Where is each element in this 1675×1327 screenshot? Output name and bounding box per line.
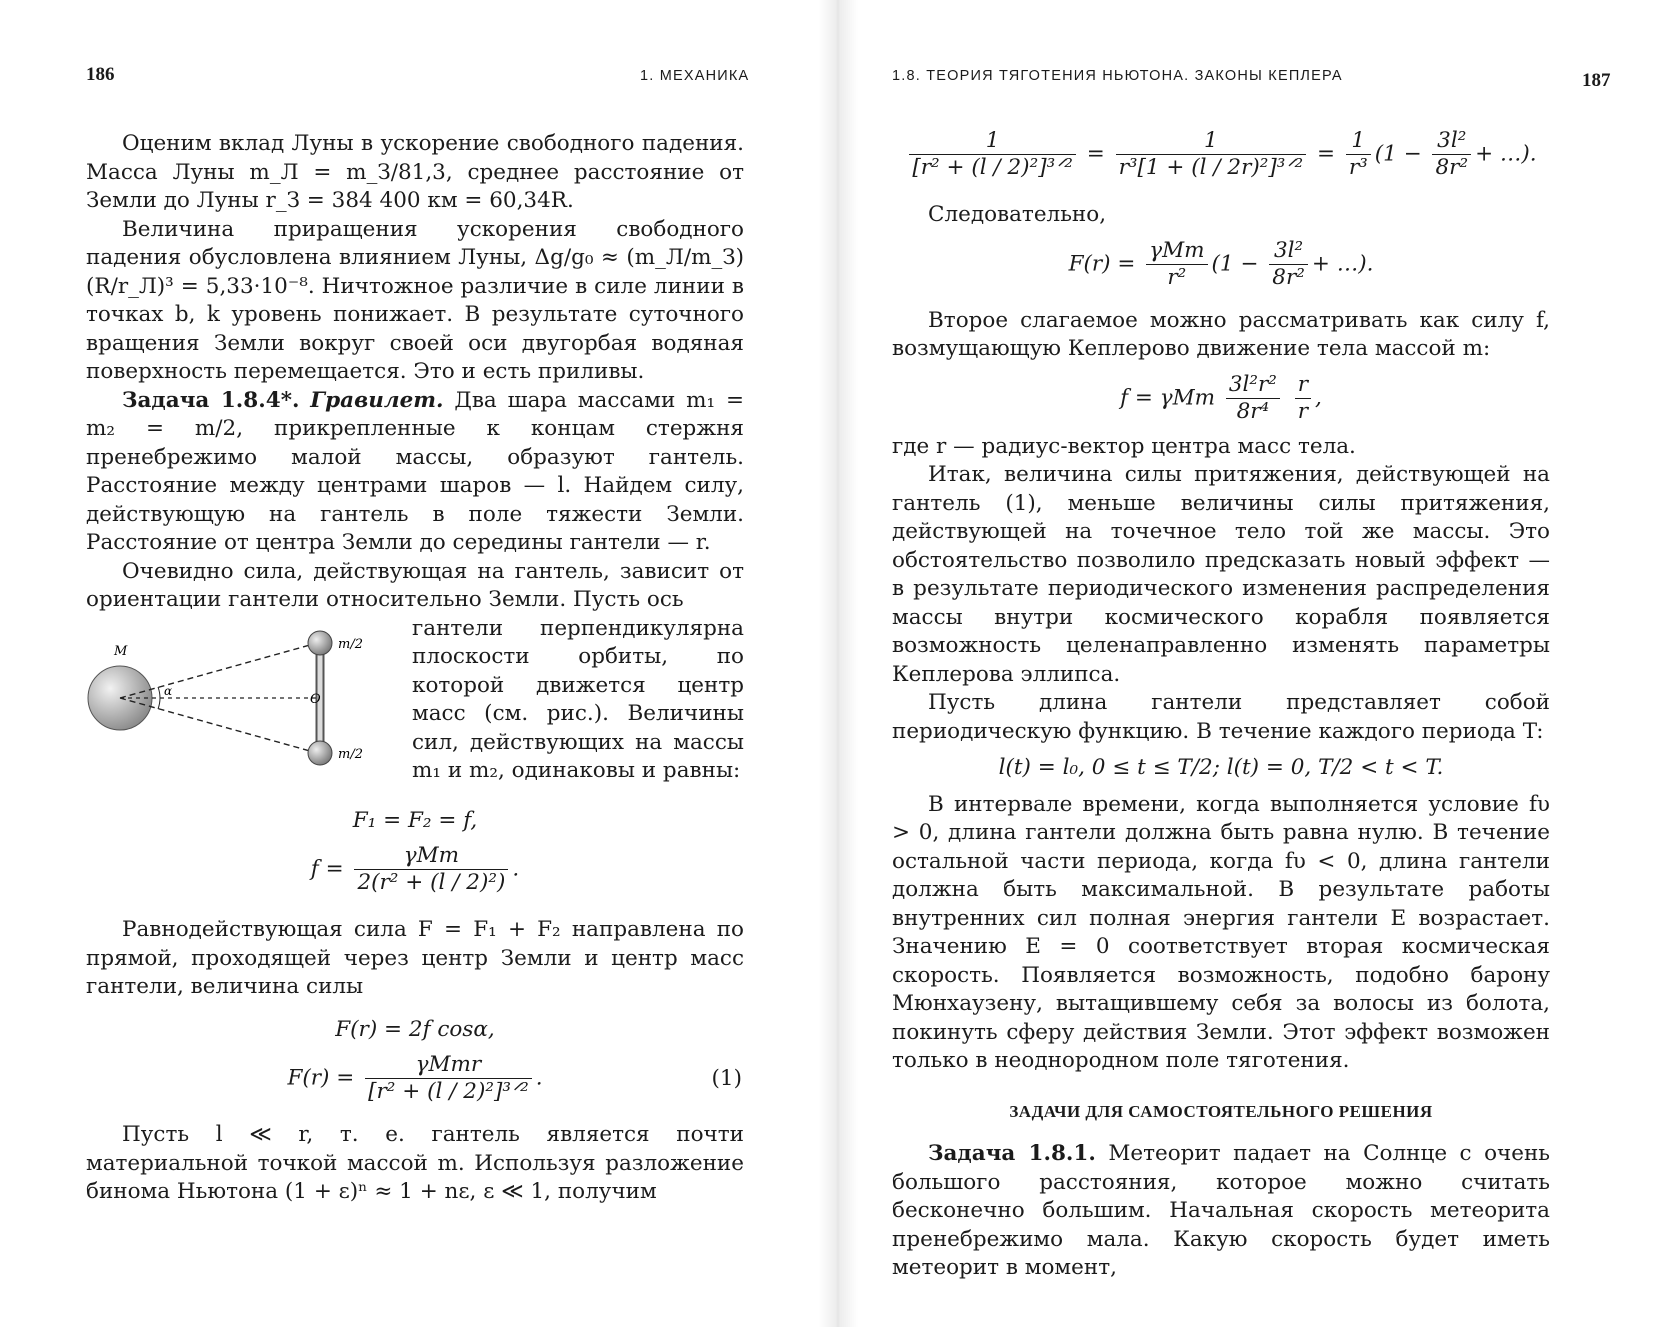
label-M: M [114,643,128,659]
paragraph: где r — радиус-вектор центра масс тела. [892,433,1356,459]
problem-title: Гравилет. [310,387,444,413]
eq-lhs: F(r) = [287,1065,355,1091]
fraction-numerator: 1 [985,128,1000,153]
fraction [1116,128,1307,181]
eq-part: (1 − [1211,251,1259,276]
fraction-numerator: 3l² [1273,237,1304,263]
running-header-left: 1. МЕХАНИКА [640,68,750,84]
running-header-right: 1.8. ТЕОРИЯ ТЯГОТЕНИЯ НЬЮТОНА. ЗАКОНЫ КЕПЛЕРА [892,68,1343,84]
left-text-column [86,130,744,1207]
page-number-right: 187 [1582,70,1611,91]
left-page [0,0,830,1327]
fraction-denominator: 8r⁴ [1226,398,1280,425]
fraction [1226,372,1280,425]
figure-block [86,615,744,783]
problem-label: Задача 1.8.1. [928,1141,1096,1166]
eq-end: , [1315,385,1322,410]
fraction-numerator: γMm [403,843,460,868]
fraction-denominator: r³[1 + (l / 2r)²]³ᐟ² [1116,154,1307,181]
fraction [365,1052,532,1105]
figure-side-text [412,615,744,786]
fraction-denominator: 2(r² + (l / 2)²) [354,869,508,896]
fraction-denominator: r² [1146,264,1207,291]
paragraph [892,1140,1550,1283]
eq-end: . [535,1065,543,1091]
fraction-numerator: r [1297,371,1309,397]
fraction [1146,238,1207,291]
fraction-numerator: γMm [1149,237,1205,263]
paragraph: Второе слагаемое можно рассматривать как силу f, возмущающую Кеплерово движение тела массой m: [892,307,1550,361]
fraction [354,843,508,896]
section-title: ЗАДАЧИ ДЛЯ САМОСТОЯТЕЛЬНОГО РЕШЕНИЯ [1009,1101,1433,1121]
eq-lhs: f = [310,856,344,882]
paragraph: Величина приращения ускорения свободного падения обусловлена влиянием Луны, Δg/g₀ ≈ (m_Л/m_З)(R/r_Л)³ = 5,33·10⁻⁸. Ничтожное различие в силе линии в точках b, k уровень понижает. В результате суточного вращения Земли вокруг своей оси двугорбая водяная поверхность перемещается. Это и есть приливы. [86,216,744,384]
problem-label: Задача 1.8.4*. [122,387,300,413]
paragraph: Равнодействующая сила F = F₁ + F₂ направлена по прямой, проходящей через центр Земли и центр масс гантели, величина силы [86,917,744,999]
label-m-bottom: m/2 [338,746,363,762]
fraction [1269,238,1308,291]
label-m-top: m/2 [338,636,363,652]
paragraph: Очевидно сила, действующая на гантель, зависит от ориентации гантели относительно Земли. Пусть ось [86,558,744,612]
paragraph: Оценим вклад Луны в ускорение свободного падения. Масса Луны m_Л = m_З/81,3, среднее расстояние от Земли до Луны r_З = 384 400 км = 60,34R. [86,131,744,213]
right-text-column [892,128,1550,1283]
paragraph [86,387,744,558]
fraction [1432,128,1471,181]
fraction-numerator: 3l²r² [1228,371,1277,397]
dumbbell-figure [80,623,380,773]
equation-expansion: $\frac{1}{\text{[r² + (l / 2)²]³ᐟ²}}$ = $\frac{1}{\text{r³[1 + (l / 2r)²]³ᐟ²}}$ = $\frac{1}{\text{r³}}$ (1 − $\frac{\text{3l²}}{\text{8r²}}$ + …). [892,128,1550,181]
angle-arc [158,687,160,709]
equation-length: l(t) = l₀, 0 ≤ t ≤ T/2; l(t) = 0, T/2 < t < T. [998,755,1444,780]
fraction [909,128,1076,181]
paragraph: В интервале времени, когда выполняется условие fυ > 0, длина гантели должна быть равна нулю. В течение остальной части периода, когда fυ < 0, длина гантели должна быть максимальной. В результате работы внутренних сил полная энергия гантели E возрастает. Значению E = 0 соответствует вторая космическая скорость. Появляется возможность, подобно барону Мюнхаузену, вытащившему себя за волосы из болота, покинуть сферу действия Земли. Этот эффект возможен только в неоднородном поле тяготения. [892,791,1550,1073]
paragraph: Итак, величина силы притяжения, действующей на гантель (1), меньше величины силы притяжения, действующей на точечное тело той же массы. Это обстоятельство позволило предсказать новый эффект — в результате периодического изменения распределения массы внутри космического корабля появляется возможность целенаправленно изменять параметры Кеплерова эллипса. [892,462,1550,687]
paragraph: Следовательно, [928,202,1107,227]
equation-number: (1) [711,1065,742,1091]
fraction-denominator: [r² + (l / 2)²]³ᐟ² [365,1078,532,1105]
equation-1 [86,1052,744,1105]
equation-cos: F(r) = 2f cosα, [335,1016,495,1042]
eq-lhs: f = γMm [1120,385,1215,410]
eq-part: + …). [1311,251,1374,276]
fraction-numerator: γMmr [415,1052,482,1077]
label-alpha: α [164,683,173,698]
fraction-denominator: r [1295,398,1311,425]
eq-part: (1 − [1374,141,1422,167]
fraction [1346,128,1371,181]
fraction-numerator: 1 [1204,128,1218,153]
fraction-numerator: 3l² [1437,128,1467,153]
problem-text: Два шара массами m₁ = m₂ = m/2, прикрепленные к концам стержня пренебрежимо малой массы, образуют гантель. Расстояние между центрами шаров — l. Найдем силу, действующую на гантель в поле тяжести Земли. Расстояние от центра Земли до середины гантели — r. [86,387,744,555]
eq-lhs: F(r) = [1068,251,1136,276]
fraction-denominator: [r² + (l / 2)²]³ᐟ² [909,154,1076,181]
paragraph: гантели перпендикулярна плоскости орбиты, по которой движется центр масс (см. рис.). Величины сил, действующих на массы m₁ и m₂, одинаковы и равны: [412,615,744,783]
paragraph: Пусть l ≪ r, т. е. гантель является почти материальной точкой массой m. Используя разложение бинома Ньютона (1 + ε)ⁿ ≈ 1 + nε, ε ≪ 1, получим [86,1122,744,1204]
equation-F-expansion [892,238,1550,291]
right-page [850,0,1675,1327]
fraction-denominator: 8r² [1269,264,1308,291]
equation-f1-f2: F₁ = F₂ = f, [352,807,478,833]
fraction-denominator: r³ [1346,154,1371,181]
label-O: O [310,691,321,707]
problem-text: Метеорит падает на Солнце с очень большого расстояния, которое можно считать бесконечно большим. Начальная скорость метеорита пренебрежимо мала. Какую скорость будет иметь метеорит в момент, [892,1141,1550,1280]
eq-end: . [512,856,520,882]
paragraph: Пусть длина гантели представляет собой периодическую функцию. В течение каждого периода T: [892,690,1550,744]
page-number-left: 186 [86,64,115,85]
equation-f [86,843,744,896]
mass-bottom [308,741,332,765]
mass-top [308,631,332,655]
fraction [1295,372,1311,425]
fraction-denominator: 8r² [1432,154,1471,181]
equation-perturbation [892,372,1550,425]
fraction-numerator: 1 [1351,128,1366,153]
eq-part: + …). [1475,141,1537,167]
